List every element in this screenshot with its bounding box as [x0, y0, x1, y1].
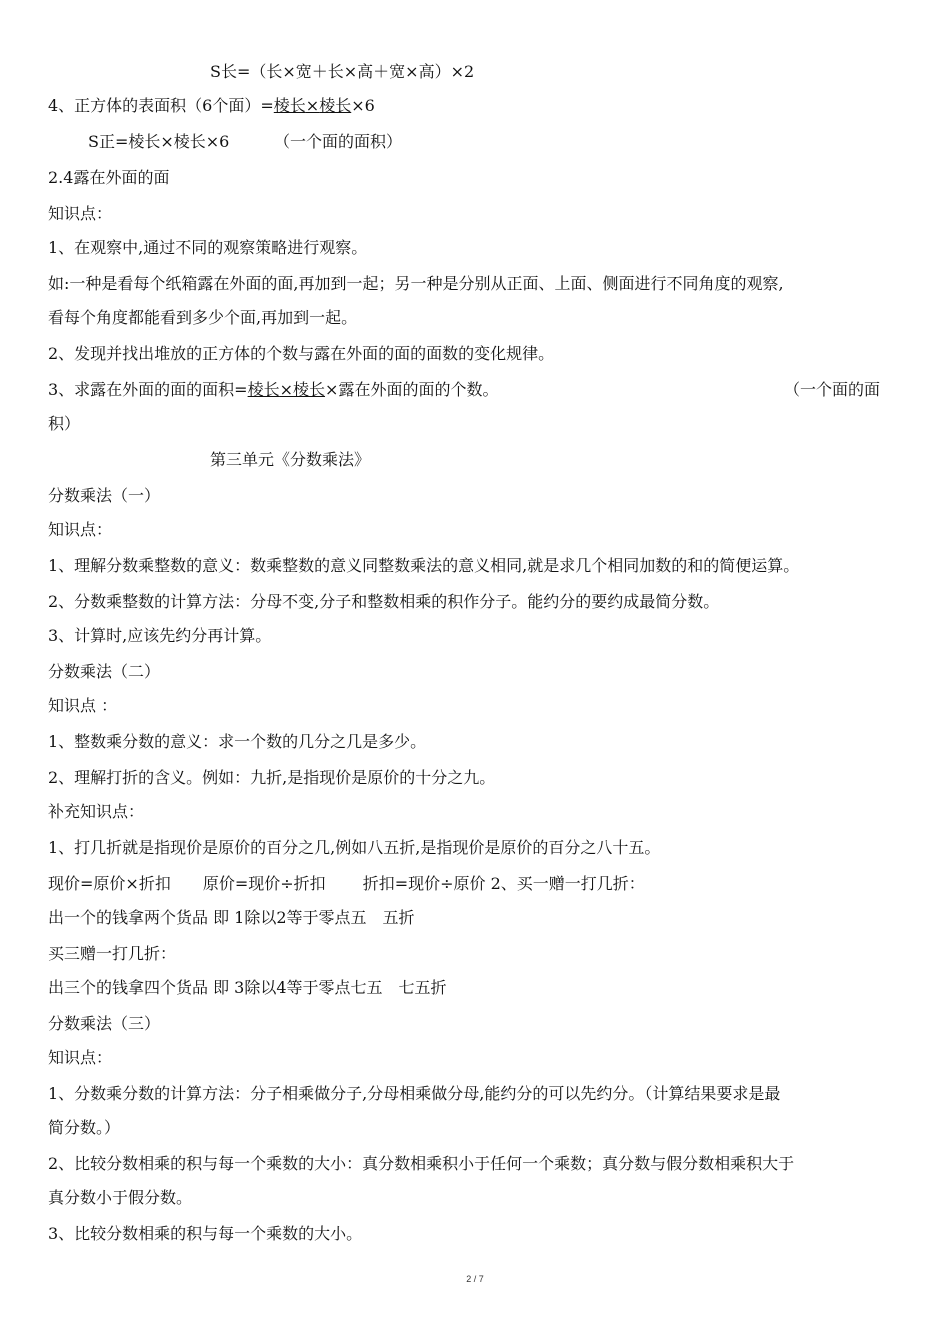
fm1-point-1: 1、理解分数乘整数的意义：数乘整数的意义同整数乘法的意义相同,就是求几个相同加数的和的简便运算。 — [48, 556, 800, 575]
s24-example-line-1: 如:一种是看每个纸箱露在外面的面,再加到一起；另一种是分别从正面、上面、侧面进行不同角度的观察, — [48, 274, 784, 293]
knowledge-points-label: 知识点： — [48, 1048, 113, 1067]
item-4-cube-surface-area — [48, 96, 375, 116]
supp-point-1: 1、打几折就是指现价是原价的百分之几,例如八五折,是指现价是原价的百分之八十五。 — [48, 838, 661, 857]
knowledge-points-label: 知识点 ： — [48, 696, 118, 715]
item4-underlined-edge-1: 棱长 — [273, 96, 306, 115]
s24-example-line-2: 看每个角度都能看到多少个面,再加到一起。 — [48, 308, 358, 327]
item4-underlined-edge-2: 棱长 — [319, 96, 352, 115]
supplementary-heading: 补充知识点： — [48, 802, 145, 821]
fm3-point-3: 3、比较分数相乘的积与每一个乘数的大小。 — [48, 1224, 363, 1243]
s24-point-3 — [48, 380, 498, 400]
fm1-point-2: 2、分数乘整数的计算方法：分母不变,分子和整数相乘的积作分子。能约分的要约成最简分数。 — [48, 592, 720, 611]
s24-point-2: 2、发现并找出堆放的正方体的个数与露在外面的面的面数的变化规律。 — [48, 344, 555, 363]
fm2-point-2: 2、理解打折的含义。例如：九折,是指现价是原价的十分之九。 — [48, 768, 496, 787]
formula-s-cuboid: S长=（长×宽＋长×高＋宽×高）×2 — [210, 62, 475, 81]
s24p4-underlined-edge-2: 棱长 — [293, 380, 326, 399]
s24-point-1: 1、在观察中,通过不同的观察策略进行观察。 — [48, 238, 368, 257]
knowledge-points-label: 知识点： — [48, 520, 113, 539]
fraction-multiplication-3-heading: 分数乘法（三） — [48, 1014, 161, 1033]
fraction-multiplication-1-heading: 分数乘法（一） — [48, 486, 161, 505]
supp-buy-three-example: 出三个的钱拿四个货品 即 3除以4等于零点七五 七五折 — [48, 978, 447, 997]
fm3-point-2-line-2: 真分数小于假分数。 — [48, 1188, 193, 1207]
s24p4-underlined-times: × — [279, 380, 294, 399]
s24-point-3-note-wrap: 积） — [48, 414, 81, 433]
fm1-point-3: 3、计算时,应该先约分再计算。 — [48, 626, 272, 645]
item4-underlined-times: × — [305, 96, 320, 115]
supp-buy-one-example: 出一个的钱拿两个货品 即 1除以2等于零点五 五折 — [48, 908, 415, 927]
s24p4-suffix: ×露在外面的面的个数。 — [325, 380, 499, 399]
section-2-4-heading: 2.4露在外面的面 — [48, 168, 170, 187]
formula-s-cube: S正=棱长×棱长×6 — [88, 132, 230, 151]
fm2-point-1: 1、整数乘分数的意义：求一个数的几分之几是多少。 — [48, 732, 427, 751]
fm3-point-1-line-2: 简分数。） — [48, 1118, 121, 1137]
fraction-multiplication-2-heading: 分数乘法（二） — [48, 662, 161, 681]
s24p4-prefix: 3、求露在外面的面的面积= — [48, 380, 248, 399]
supp-buy-three-heading: 买三赠一打几折： — [48, 944, 177, 963]
s24p4-underlined-edge-1: 棱长 — [247, 380, 280, 399]
item4-suffix: ×6 — [351, 96, 375, 115]
fm3-point-2-line-1: 2、比较分数相乘的积与每一个乘数的大小：真分数相乘积小于任何一个乘数；真分数与假分数相乘积大于 — [48, 1154, 795, 1173]
s24-point-3-note: （一个面的面 — [784, 380, 881, 399]
supp-formulas-line: 现价=原价×折扣 原价=现价÷折扣 折扣=现价÷原价 2、买一赠一打几折： — [48, 874, 645, 893]
item4-prefix: 4、正方体的表面积（6个面）= — [48, 96, 274, 115]
formula-s-cube-note: （一个面的面积） — [274, 132, 403, 151]
page-number: 2 / 7 — [466, 1274, 484, 1284]
knowledge-points-label: 知识点： — [48, 204, 113, 223]
unit-3-title: 第三单元《分数乘法》 — [210, 450, 371, 469]
fm3-point-1-line-1: 1、分数乘分数的计算方法：分子相乘做分子,分母相乘做分母,能约分的可以先约分。（计算结果要求是最 — [48, 1084, 781, 1103]
